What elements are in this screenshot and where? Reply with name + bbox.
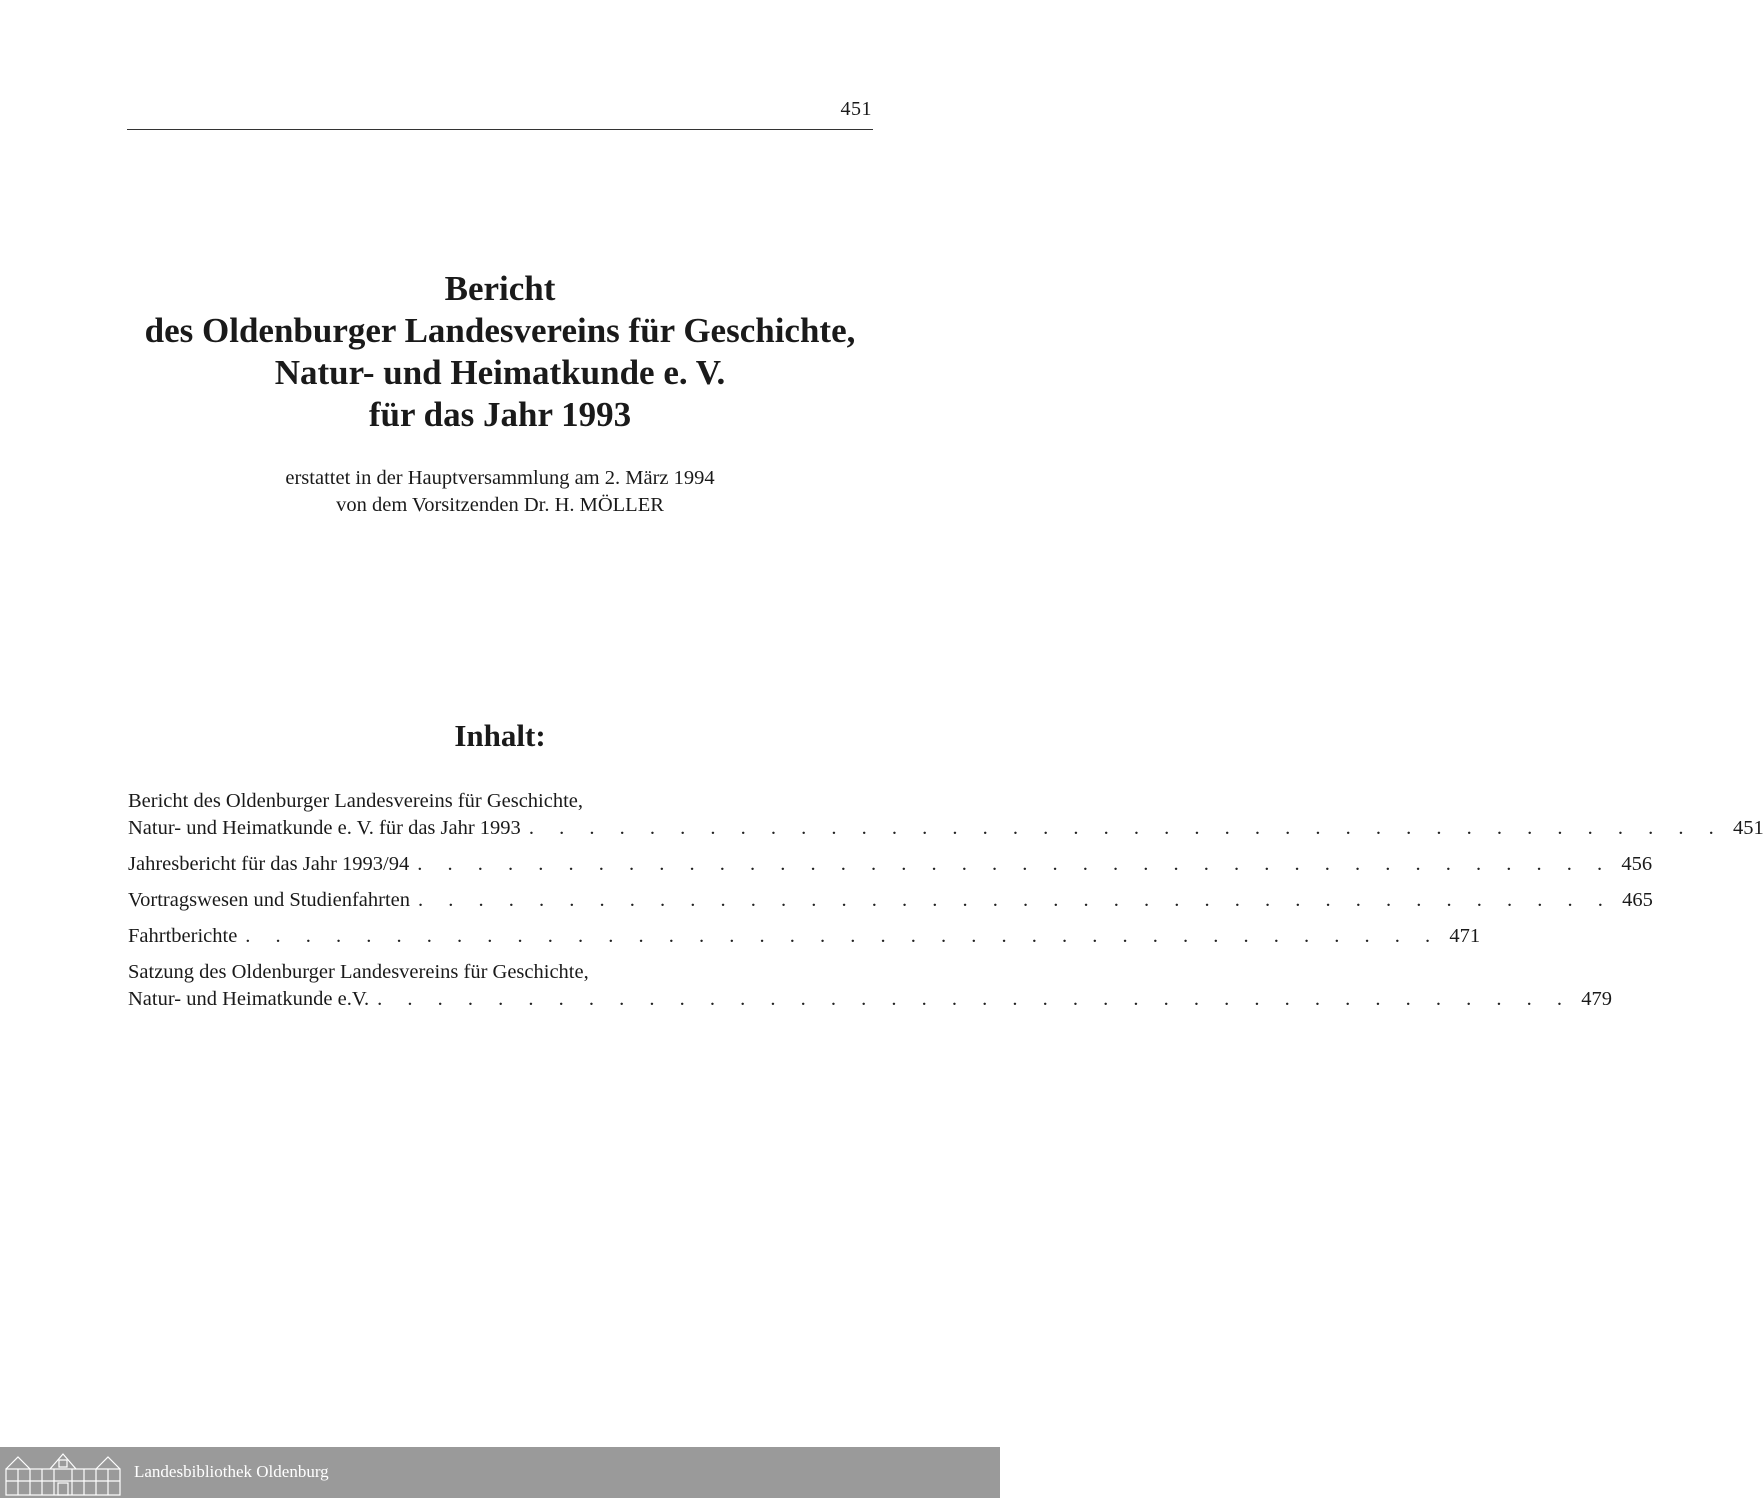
subtitle-line-1: erstattet in der Hauptversammlung am 2. März 1994	[285, 467, 715, 489]
toc-entry	[128, 788, 1764, 842]
toc-entry-line: Jahresbericht für das Jahr 1993/94	[128, 853, 410, 875]
toc-heading: Inhalt:	[454, 718, 546, 753]
toc-entry	[128, 851, 1653, 878]
subtitle-line-2: von dem Vorsitzenden Dr. H. MÖLLER	[336, 494, 664, 516]
toc-entry-line: Natur- und Heimatkunde e.V.	[128, 988, 370, 1010]
toc-page-number: 456	[1621, 853, 1653, 875]
title-line-1: Bericht	[444, 269, 556, 308]
toc-entry-line: Satzung des Oldenburger Landesvereins für Geschichte,	[128, 961, 589, 983]
toc-entry	[128, 959, 1613, 1013]
toc-page-number: 451	[1732, 817, 1764, 839]
toc-entry	[128, 887, 1653, 914]
toc-entry-line: Vortragswesen und Studienfahrten	[128, 889, 411, 911]
toc-entry-line: Fahrtberichte	[128, 925, 238, 947]
toc-entry-line: Natur- und Heimatkunde e. V. für das Jahr 1993	[128, 817, 521, 839]
library-building-icon	[4, 1451, 122, 1497]
toc-page-number: 479	[1581, 988, 1613, 1010]
footer-bar	[0, 1447, 1000, 1498]
toc-leader-dots: . . . . . . . . . . . . . . . . . . . . . . . . . . . . . . . . . . . . . . . .	[417, 853, 1613, 875]
footer-library-name: Landesbibliothek Oldenburg	[134, 1462, 329, 1481]
header-rule	[127, 129, 873, 130]
toc-entry-line: Bericht des Oldenburger Landesvereins für Geschichte,	[128, 790, 584, 812]
page-number: 451	[840, 98, 872, 120]
toc-leader-dots: . . . . . . . . . . . . . . . . . . . . . . . . . . . . . . . . . . . . . . . .	[528, 817, 1724, 839]
title-line-4: für das Jahr 1993	[368, 395, 632, 434]
subtitle-block	[0, 465, 1000, 519]
toc-leader-dots: . . . . . . . . . . . . . . . . . . . . . . . . . . . . . . . . . . . . . . . .	[377, 988, 1573, 1010]
title-block	[0, 268, 1000, 436]
toc-leader-dots: . . . . . . . . . . . . . . . . . . . . . . . . . . . . . . . . . . . . . . . .	[418, 889, 1613, 911]
toc-leader-dots: . . . . . . . . . . . . . . . . . . . . . . . . . . . . . . . . . . . . . . . .	[245, 925, 1441, 947]
title-line-3: Natur- und Heimatkunde e. V.	[274, 353, 726, 392]
toc-entry	[128, 923, 1481, 950]
toc-page-number: 465	[1622, 889, 1653, 911]
toc-page-number: 471	[1449, 925, 1481, 947]
title-line-2: des Oldenburger Landesvereins für Geschichte,	[144, 311, 856, 350]
table-of-contents	[128, 788, 1764, 1022]
